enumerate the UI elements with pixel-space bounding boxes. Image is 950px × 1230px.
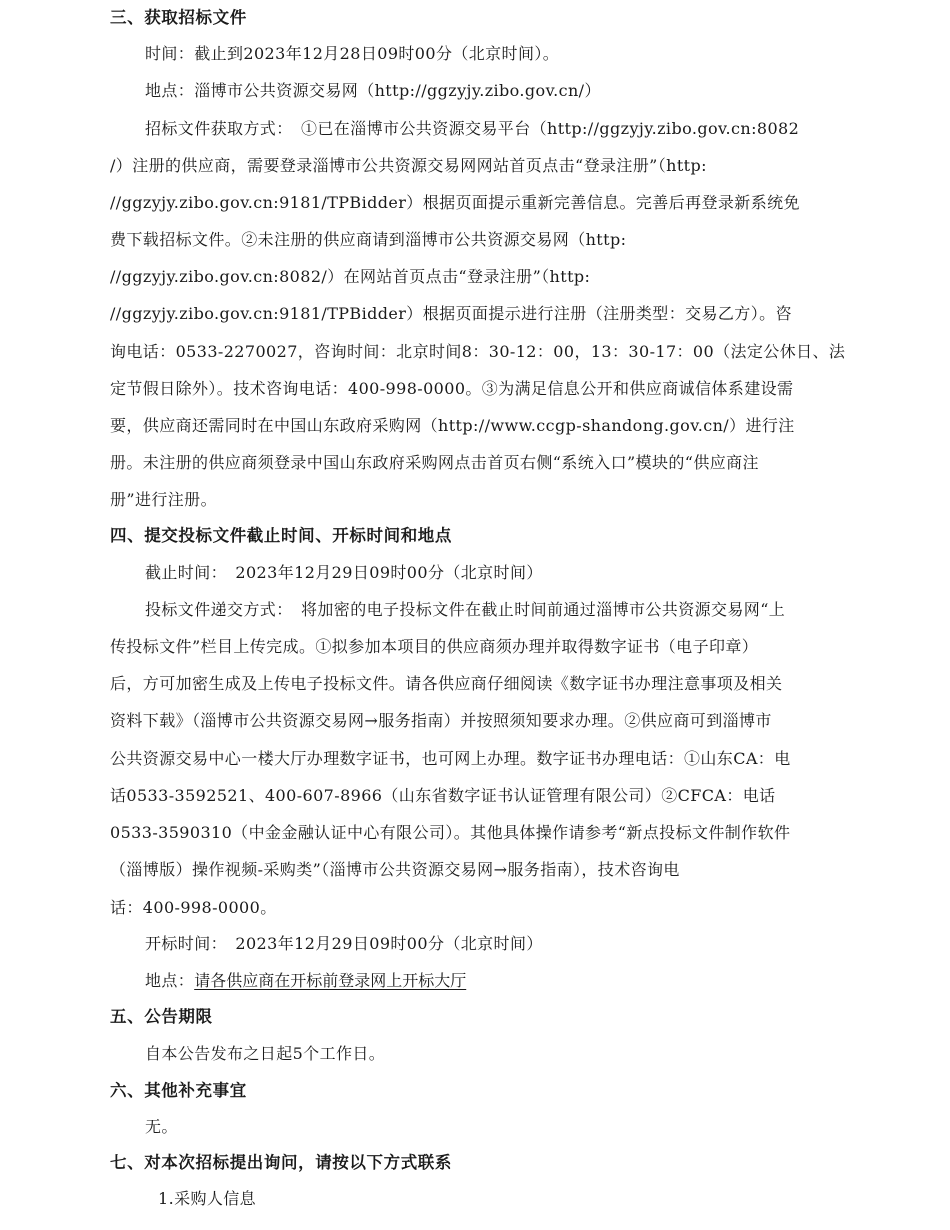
s4-submit-line: 话：400-998-0000。 (110, 898, 277, 917)
s3-method-line: 询电话：0533-2270027，咨询时间：北京时间8：30-12：00，13：30-17：00（法定公休日、法 (110, 342, 846, 361)
s4-submit-line: 公共资源交易中心一楼大厅办理数字证书，也可网上办理。数字证书办理电话：①山东CA：电 (110, 749, 791, 768)
s3-place: 地点：淄博市公共资源交易网（http://ggzyjy.zibo.gov.cn/） (145, 81, 601, 100)
s3-method-line: 册。未注册的供应商须登录中国山东政府采购网点击首页右侧“系统入口”模块的“供应商注 (110, 453, 759, 472)
s3-method-line: //ggzyjy.zibo.gov.cn:8082/）在网站首页点击“登录注册”（http: (110, 267, 591, 286)
s3-method-line: 招标文件获取方式： ①已在淄博市公共资源交易平台（http://ggzyjy.zibo.gov.cn:8082 (145, 119, 800, 138)
s4-deadline: 截止时间： 2023年12月29日09时00分（北京时间） (145, 563, 543, 582)
s3-method-line: 定节假日除外）。技术咨询电话：400-998-0000。③为满足信息公开和供应商诚信体系建设需 (110, 379, 794, 398)
s6-body: 无。 (145, 1117, 178, 1136)
s7-item-1: 1.采购人信息 (158, 1189, 257, 1208)
s4-place-value: 请各供应商在开标前登录网上开标大厅 (194, 971, 467, 990)
s4-submit-line: 资料下载》（淄博市公共资源交易网→服务指南）并按照须知要求办理。②供应商可到淄博市 (110, 711, 772, 730)
section-3-heading: 三、获取招标文件 (110, 8, 247, 27)
s3-method-line: 费下载招标文件。②未注册的供应商请到淄博市公共资源交易网（http: (110, 230, 627, 249)
s4-place-label: 地点： (145, 971, 195, 990)
s4-submit-line: （淄博版）操作视频-采购类”（淄博市公共资源交易网→服务指南），技术咨询电 (110, 860, 680, 879)
s4-submit-line: 传投标文件”栏目上传完成。①拟参加本项目的供应商须办理并取得数字证书（电子印章） (110, 637, 759, 656)
s3-method-line: //ggzyjy.zibo.gov.cn:9181/TPBidder）根据页面提示进行注册（注册类型：交易乙方）。咨 (110, 304, 792, 323)
section-4-heading: 四、提交投标文件截止时间、开标时间和地点 (110, 526, 452, 545)
s4-submit-line: 话0533-3592521、400-607-8966（山东省数字证书认证管理有限公司）②CFCA：电话 (110, 786, 776, 805)
section-6-heading: 六、其他补充事宜 (110, 1081, 247, 1100)
s4-submit-line: 后，方可加密生成及上传电子投标文件。请各供应商仔细阅读《数字证书办理注意事项及相关 (110, 674, 783, 693)
s3-method-line: 要，供应商还需同时在中国山东政府采购网（http://www.ccgp-shandong.gov.cn/）进行注 (110, 416, 795, 435)
s3-method-line: //ggzyjy.zibo.gov.cn:9181/TPBidder）根据页面提示重新完善信息。完善后再登录新系统免 (110, 193, 800, 212)
section-5-heading: 五、公告期限 (110, 1007, 213, 1026)
s4-submit-line: 0533-3590310（中金金融认证中心有限公司）。其他具体操作请参考“新点投标文件制作软件 (110, 823, 791, 842)
s4-open-time: 开标时间： 2023年12月29日09时00分（北京时间） (145, 934, 543, 953)
s4-place (145, 971, 466, 991)
s4-submit-line: 投标文件递交方式： 将加密的电子投标文件在截止时间前通过淄博市公共资源交易网“上 (145, 600, 786, 619)
s3-method-line: 册”进行注册。 (110, 490, 217, 509)
s3-method-line: /）注册的供应商，需要登录淄博市公共资源交易网网站首页点击“登录注册”（http: (110, 156, 707, 175)
section-7-heading: 七、对本次招标提出询问，请按以下方式联系 (110, 1153, 452, 1172)
s3-time: 时间：截止到2023年12月28日09时00分（北京时间）。 (145, 44, 560, 63)
s5-body: 自本公告发布之日起5个工作日。 (145, 1044, 386, 1063)
